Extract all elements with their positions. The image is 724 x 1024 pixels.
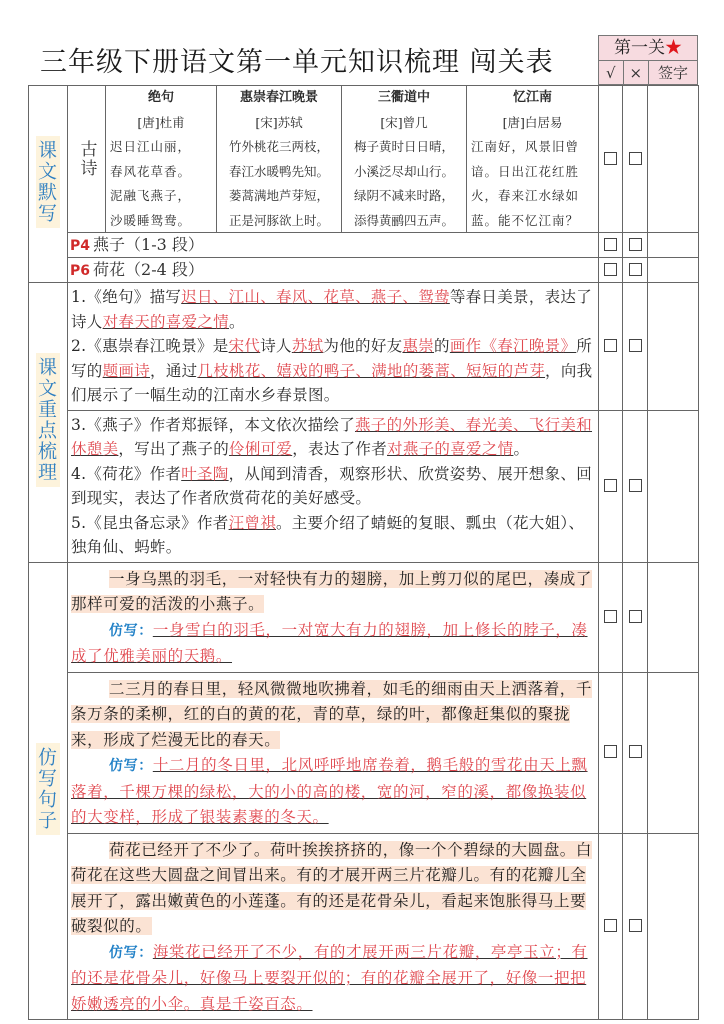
level-box: [598, 35, 698, 85]
page-title: 三年级下册语文第一单元知识梳理 闯关表: [40, 47, 554, 78]
cross-column-header: ×: [624, 61, 649, 85]
imitation-item-2: 二三月的春日里，轻风微微地吹拂着，如毛的细雨由天上洒落着，千条万条的柔柳，红的白的黄的花，青的草，绿的叶，都像赶集似的聚拢来，形成了烂漫无比的春天。 仿写：十二月的冬日里，北风呼呼地席卷着，鹅毛般的雪花由天上飘落着，千棵万棵的绿松，大的小的高的楼，宽的河，窄的溪，都像换装似的大变样，形成了银装素裹的冬天。: [68, 672, 599, 833]
imitation-item-3: 荷花已经开了不少了。荷叶挨挨挤挤的，像一个个碧绿的大圆盘。白荷花在这些大圆盘之间冒出来。有的才展开两三片花瓣儿。有的花瓣儿全展开了，露出嫩黄色的小莲蓬。有的还是花骨朵儿，看起来饱胀得马上要破裂似的。 仿写：海棠花已经开了不少，有的才展开两三片花瓣，亭亭玉立；有的还是花骨朵儿，好像马上要裂开似的；有的花瓣全展开了，好像一把把娇嫩透亮的小伞。真是千姿百态。: [68, 833, 599, 1020]
imitation-label: 仿写：: [109, 622, 153, 639]
cross-box[interactable]: [629, 919, 642, 932]
imitation-label: 仿写：: [109, 758, 153, 774]
imitation-label: 仿写：: [109, 944, 153, 961]
cross-box[interactable]: [629, 263, 642, 276]
cross-box[interactable]: [629, 479, 642, 492]
notes-group-2: 3.《燕子》作者郑振铎，本文依次描绘了燕子的外形美、春光美、飞行美和休憩美，写出了燕子的伶俐可爱，表达了作者对燕子的喜爱之情。 4.《荷花》作者叶圣陶，从闻到清香，观察形状、欣赏姿势、展开想象、回到现实，表达了作者欣赏荷花的美好感受。 5.《昆虫备忘录》作者汪曾祺。主要介绍了蜻蜓的复眼、瓢虫（花大姐）、独角仙、蚂蚱。: [68, 410, 599, 562]
checklist-table: [28, 85, 699, 1020]
sign-column-header: 签字: [657, 64, 688, 82]
poem-yijiangnan: 忆江南 [唐]白居易 江南好，风景旧曾 谙。日出江花红胜 火，春来江水绿如 蓝。能不忆江南？: [471, 90, 580, 228]
check-box[interactable]: [604, 919, 617, 932]
check-box[interactable]: [604, 238, 617, 251]
cross-box[interactable]: [629, 152, 642, 165]
check-box[interactable]: [604, 152, 617, 165]
sign-cell[interactable]: [648, 562, 699, 672]
poem-type-label: 古诗: [68, 86, 106, 232]
check-box[interactable]: [604, 745, 617, 758]
level-label: 第一关: [614, 38, 665, 58]
check-box[interactable]: [604, 263, 617, 276]
section-label-key-points: 课文重点梳理: [29, 283, 68, 563]
section-label-imitation: 仿写句子: [29, 562, 68, 1020]
check-box[interactable]: [604, 610, 617, 623]
sign-cell[interactable]: [648, 833, 699, 1020]
sign-cell[interactable]: [648, 410, 699, 562]
cross-box[interactable]: [629, 238, 642, 251]
cross-box[interactable]: [629, 610, 642, 623]
sign-cell[interactable]: [648, 283, 699, 411]
poem-jueju: 绝句 [唐]杜甫 迟日江山丽， 春风花草香。 泥融飞燕子， 沙暖睡鸳鸯。: [106, 86, 217, 232]
sign-cell[interactable]: [648, 86, 699, 233]
sign-cell[interactable]: [648, 233, 699, 258]
notes-group-1: 1.《绝句》描写迟日、江山、春风、花草、燕子、鸳鸯等春日美景，表达了诗人对春天的喜爱之情。 2.《惠崇春江晚景》是宋代诗人苏轼为他的好友惠崇的画作《春江晚景》所写的题画诗，通过几枝桃花、嬉戏的鸭子、满地的蒌蒿、短短的芦芽，向我们展示了一幅生动的江南水乡春景图。: [68, 283, 599, 411]
check-box[interactable]: [604, 479, 617, 492]
imitation-item-1: 一身乌黑的羽毛，一对轻快有力的翅膀，加上剪刀似的尾巴，凑成了那样可爱的活泼的小燕子。 仿写：一身雪白的羽毛，一对宽大有力的翅膀，加上修长的脖子，凑成了优雅美丽的天鹅。: [68, 562, 599, 672]
star-icon: ★: [665, 38, 682, 58]
poem-sanqu: 三衢道中 [宋]曾几 梅子黄时日日晴， 小溪泛尽却山行。 绿阴不减来时路， 添得黄鹂四五声。: [342, 86, 467, 232]
poem-huichong: 惠崇春江晚景 [宋]苏轼 竹外桃花三两枝， 春江水暖鸭先知。 蒌蒿满地芦芽短， 正是河豚欲上时。: [217, 86, 342, 232]
check-column-header: √: [599, 61, 624, 85]
cross-box[interactable]: [629, 745, 642, 758]
sign-cell[interactable]: [648, 672, 699, 833]
poems-cell: [68, 86, 599, 233]
passage-row: P4 燕子（1-3 段）: [68, 233, 599, 258]
check-box[interactable]: [604, 339, 617, 352]
section-label-dictation: 课文默写: [29, 86, 68, 283]
cross-box[interactable]: [629, 339, 642, 352]
level-header: [599, 36, 697, 61]
passage-row: P6 荷花（2-4 段）: [68, 258, 599, 283]
sign-cell[interactable]: [648, 258, 699, 283]
